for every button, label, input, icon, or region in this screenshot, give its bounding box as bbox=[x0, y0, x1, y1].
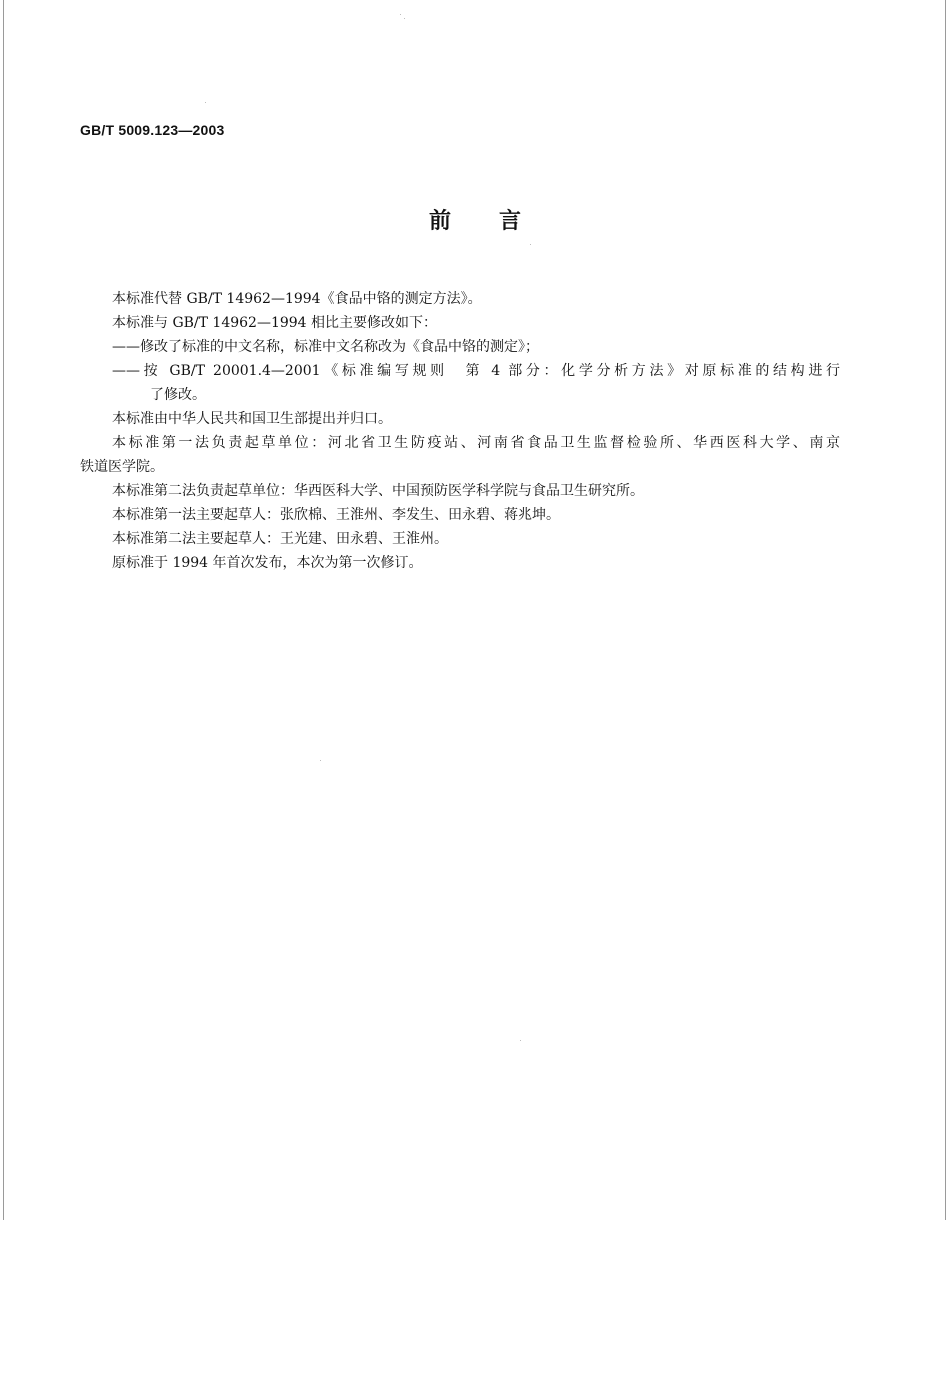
paragraph-changes-intro: 本标准与 GB/T 14962—1994 相比主要修改如下： bbox=[112, 315, 438, 331]
paragraph-method1-drafters: 本标准第一法主要起草人：张欣棉、王淮州、李发生、田永碧、蒋兆坤。 bbox=[112, 507, 560, 523]
scan-edge-left bbox=[3, 0, 4, 1220]
paragraph-replaces: 本标准代替 GB/T 14962—1994《食品中铬的测定方法》。 bbox=[112, 291, 482, 307]
paragraph-change-2-cont: 了修改。 bbox=[150, 387, 206, 403]
preface-body bbox=[80, 287, 840, 575]
paragraph-method1-units: 本标准第一法负责起草单位：河北省卫生防疫站、河南省食品卫生监督检验所、华西医科大学、南京 bbox=[112, 435, 840, 451]
paragraph-method2-units: 本标准第二法负责起草单位：华西医科大学、中国预防医学科学院与食品卫生研究所。 bbox=[112, 483, 644, 499]
paragraph-proposed-by: 本标准由中华人民共和国卫生部提出并归口。 bbox=[112, 411, 392, 427]
title-char-2: 言 bbox=[499, 209, 522, 234]
scan-speck bbox=[205, 102, 206, 103]
paragraph-change-2: ——按 GB/T 20001.4—2001《标准编写规则 第 4 部分：化学分析方法》对原标准的结构进行 bbox=[112, 363, 840, 379]
scan-speck bbox=[530, 244, 531, 245]
paragraph-change-1: ——修改了标准的中文名称，标准中文名称改为《食品中铬的测定》； bbox=[112, 339, 539, 355]
page-title bbox=[0, 204, 950, 235]
title-char-1: 前 bbox=[428, 209, 451, 234]
scan-speck bbox=[400, 14, 401, 15]
scan-edge-right bbox=[945, 0, 946, 1220]
paragraph-method1-units-cont: 铁道医学院。 bbox=[80, 459, 164, 475]
standard-code: GB/T 5009.123—2003 bbox=[80, 122, 225, 138]
paragraph-method2-drafters: 本标准第二法主要起草人：王光建、田永碧、王淮州。 bbox=[112, 531, 448, 547]
paragraph-revision-history: 原标准于 1994 年首次发布，本次为第一次修订。 bbox=[112, 555, 423, 571]
scan-speck bbox=[404, 18, 405, 19]
scan-speck bbox=[520, 1040, 521, 1041]
scan-speck bbox=[320, 760, 321, 761]
